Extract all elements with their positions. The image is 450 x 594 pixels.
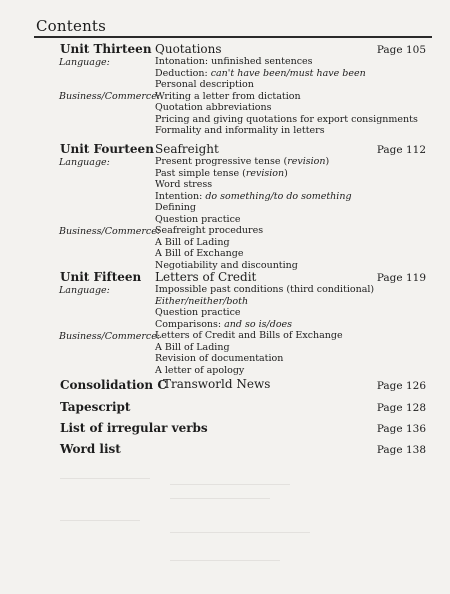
unit-title: Unit Fourteen [60,142,154,156]
list-item: Question practice [155,213,241,225]
list-item: Comparisons: and so is/does [155,318,293,330]
section-title: List of irregular verbs [60,421,208,435]
list-item: A Bill of Exchange [155,248,244,259]
unit-name: Letters of Credit [155,270,257,284]
list-item: Word stress [155,179,213,190]
bleed-through-mark [170,498,270,499]
list-item: Either/neither/both [155,295,249,307]
language-label: Language: [59,57,110,68]
list-item: Negotiability and discounting [155,259,298,271]
section-name: Transworld News [163,377,271,391]
list-item: Letters of Credit and Bills of Exchange [155,330,343,341]
page-number: Page 138 [376,444,426,456]
list-item: Past simple tense (revision) [155,167,288,179]
page-title: Contents [36,17,107,35]
list-item: Formality and informality in letters [155,125,325,136]
section-title: Tapescript [60,400,131,414]
page-number: Page 105 [376,44,426,56]
title-rule [34,36,432,38]
list-item: Pricing and giving quotations for export consignments [155,113,418,125]
list-item: Revision of documentation [155,353,284,364]
language-label: Language: [59,284,110,296]
list-item: Impossible past conditions (third conditional) [155,284,375,295]
unit-name: Quotations [155,42,222,56]
list-item: Intention: do something/to do something [155,190,352,202]
unit-name: Seafreight [155,142,219,156]
list-item: Personal description [155,79,254,90]
business-label: Business/Commerce: [59,225,161,237]
business-label: Business/Commerce: [59,330,161,342]
page-number: Page 119 [376,272,426,284]
page-number: Page 126 [376,380,426,392]
list-item: A Bill of Lading [155,341,230,353]
list-item: Present progressive tense (revision) [155,156,330,167]
list-item: Quotation abbreviations [155,102,272,113]
unit-title: Unit Thirteen [60,42,152,56]
list-item: Seafreight procedures [155,225,264,236]
bleed-through-mark [60,520,140,521]
page-number: Page 128 [376,402,426,414]
bleed-through-mark [170,484,290,485]
list-item: Writing a letter from dictation [155,90,301,102]
unit-title: Unit Fifteen [60,270,142,284]
list-item: Intonation: unfinished sentences [155,56,313,67]
business-label: Business/Commerce: [59,91,161,102]
bleed-through-mark [60,478,150,479]
page-number: Page 112 [376,144,426,156]
section-title: Consolidation C [60,378,167,392]
list-item: Deduction: can't have been/must have been [155,67,366,79]
section-title: Word list [60,442,121,456]
list-item: A Bill of Lading [155,236,230,248]
page-number: Page 136 [376,423,426,435]
language-label: Language: [59,157,110,168]
bleed-through-mark [170,532,310,533]
list-item: Question practice [155,307,241,318]
bleed-through-mark [170,560,280,561]
list-item: Defining [155,202,196,213]
list-item: A letter of apology [155,364,245,376]
